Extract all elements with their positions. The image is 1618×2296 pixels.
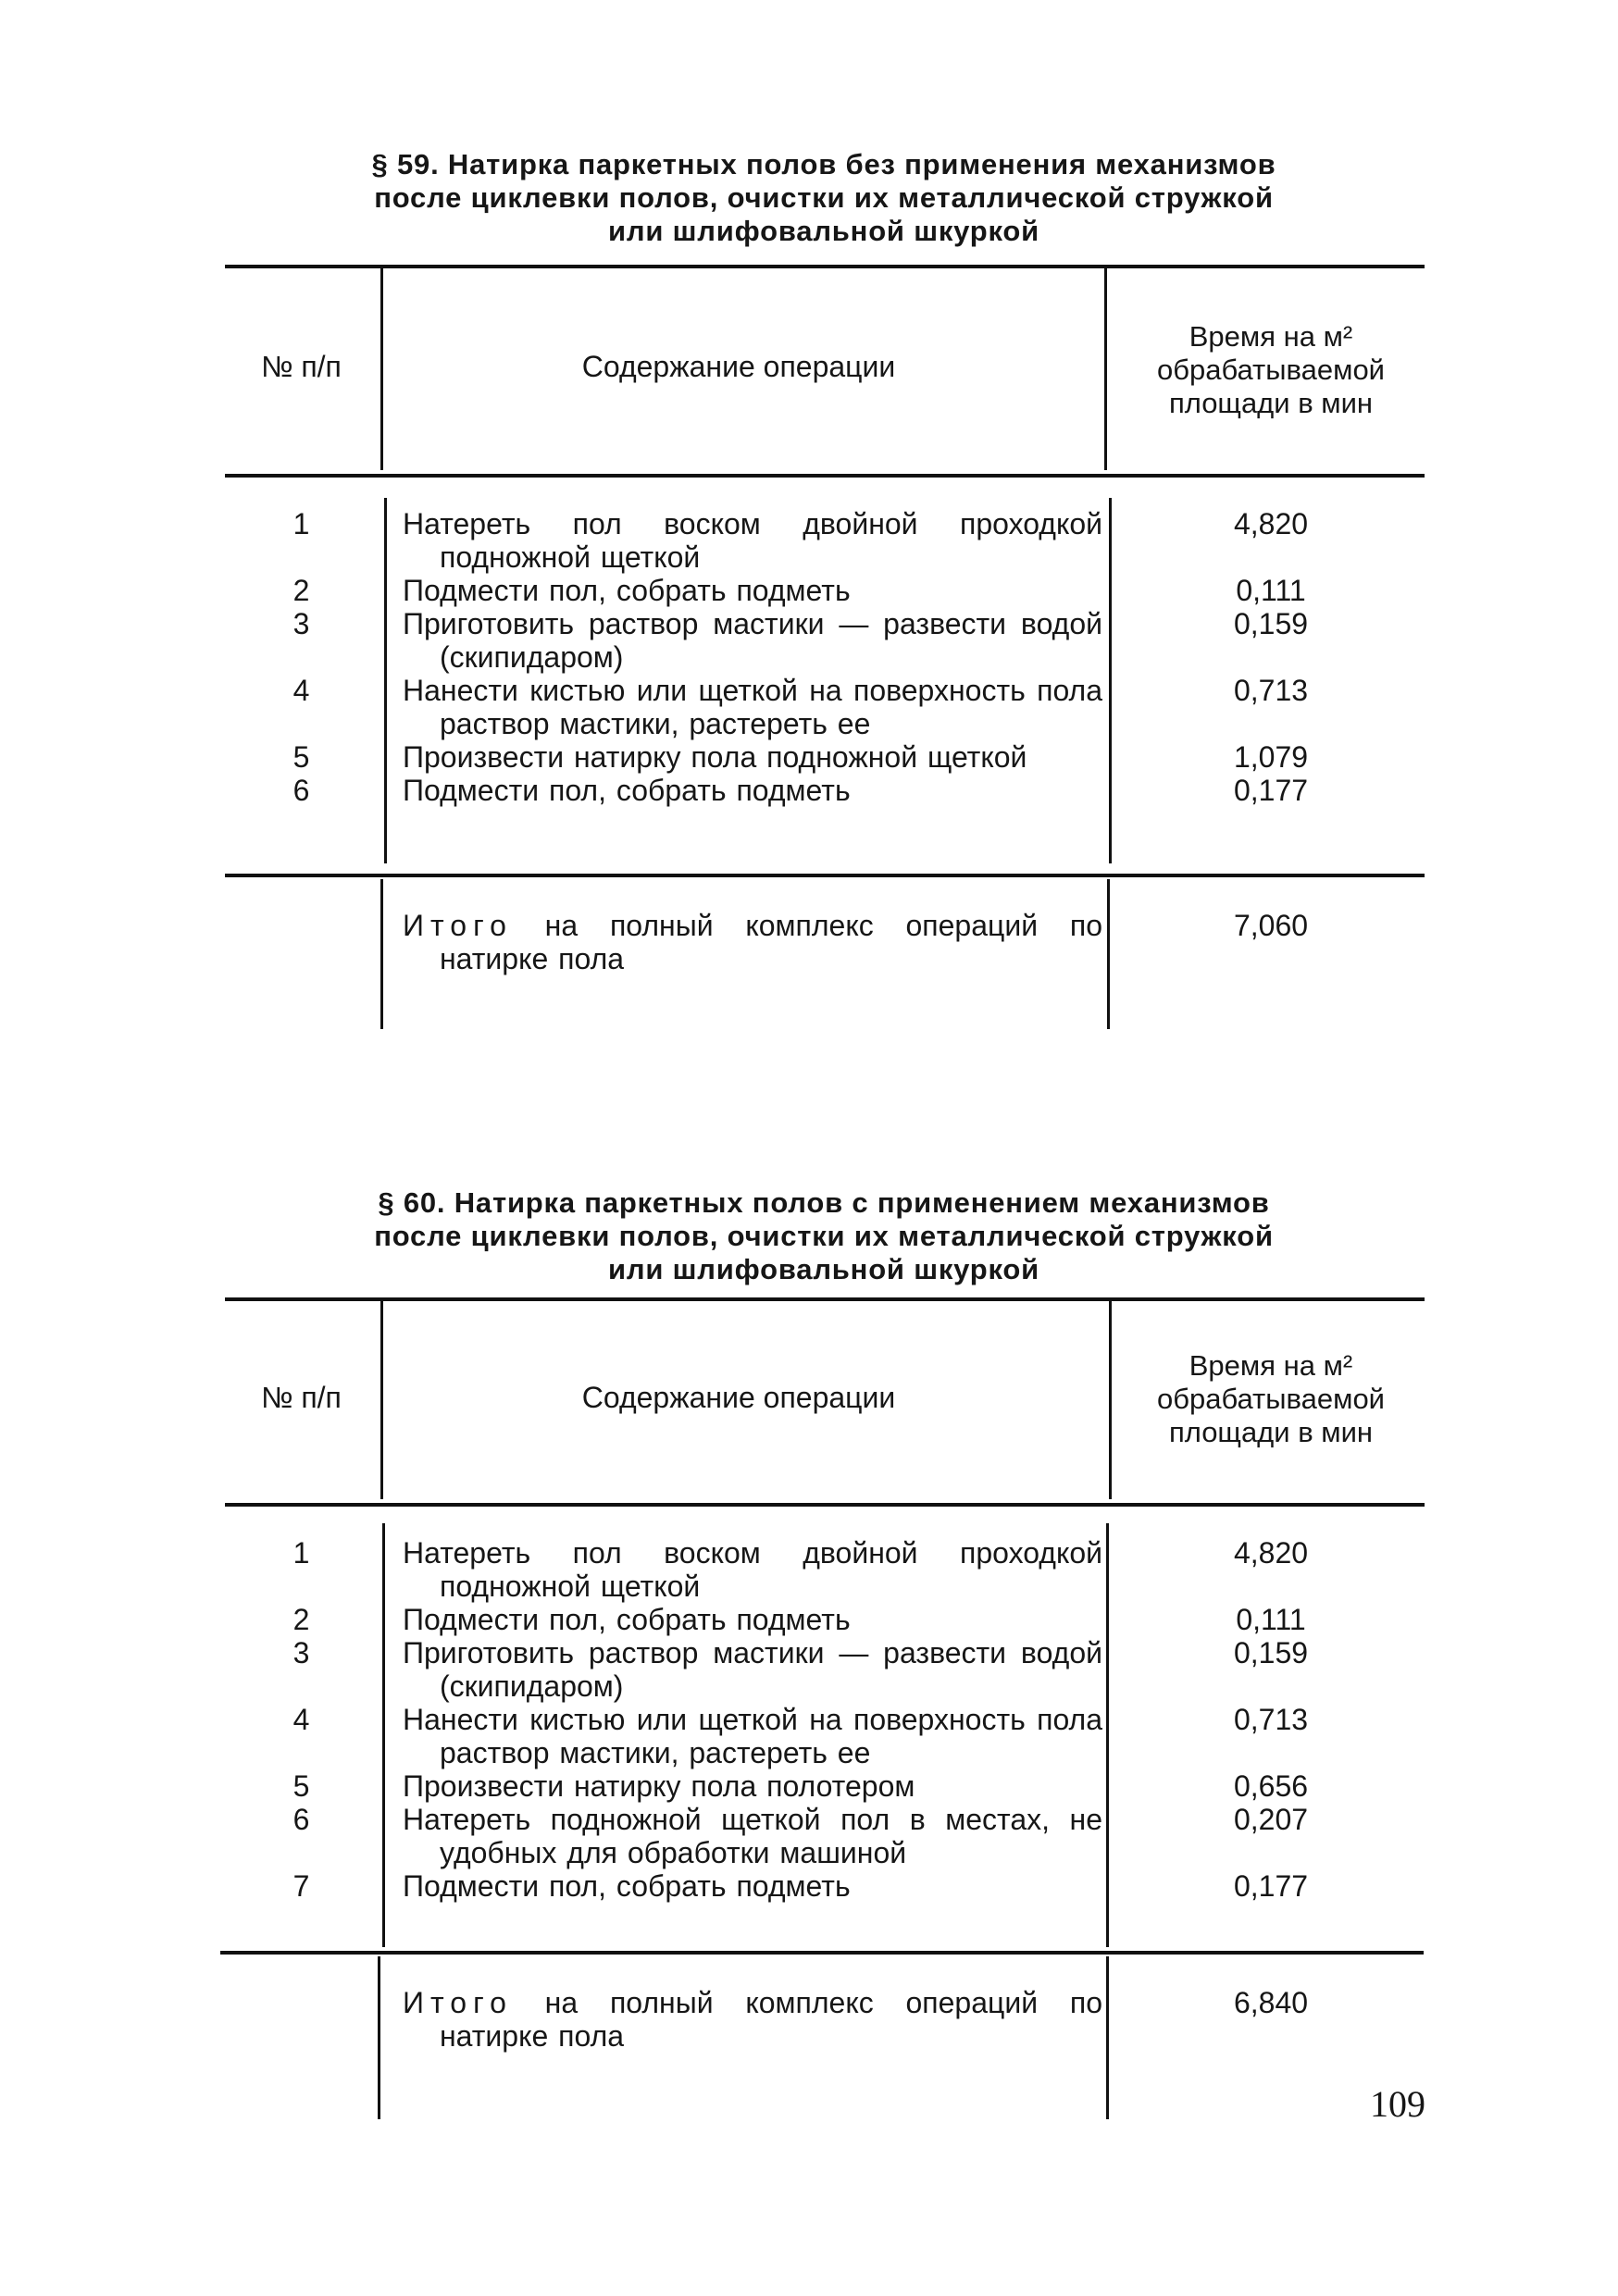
- table-total: [225, 909, 1425, 975]
- total-description: на полный комплекс операций по натирке пола: [440, 909, 1103, 975]
- row-number: 1: [292, 507, 310, 540]
- total-text: [403, 909, 1102, 975]
- table-top-rule: [225, 1297, 1425, 1301]
- row-operation: Подмести пол, собрать подметь: [403, 1869, 851, 1903]
- row-time: 0,177: [1233, 774, 1309, 807]
- header-time-line: площади в мин: [1168, 387, 1374, 419]
- row-time: 1,079: [1233, 740, 1309, 774]
- column-divider: [1104, 267, 1107, 470]
- table-row: [225, 774, 1425, 807]
- total-row: [225, 909, 1425, 975]
- row-operation: Подмести пол, собрать подметь: [403, 574, 851, 607]
- table-row: [225, 1703, 1425, 1769]
- row-time: 0,207: [1233, 1803, 1309, 1836]
- header-bottom-rule: [225, 474, 1425, 478]
- row-operation: Нанести кистью или щеткой на поверхность пола раствор мастики, растереть ее: [403, 1703, 1102, 1769]
- row-operation: Нанести кистью или щеткой на поверхность пола раствор мастики, растереть ее: [403, 674, 1102, 740]
- total-text: [403, 1986, 1102, 2053]
- body-bottom-rule: [220, 1951, 1424, 1955]
- row-number: 5: [292, 740, 310, 774]
- total-label: Итого: [403, 1986, 513, 2019]
- section-59-title: [222, 148, 1425, 248]
- header-time-line: Время на м²: [1189, 1349, 1353, 1382]
- row-operation: Произвести натирку пола полотером: [403, 1769, 915, 1803]
- header-operation: Содержание операции: [581, 1381, 896, 1414]
- row-number: 4: [292, 1703, 310, 1736]
- row-time: 0,656: [1233, 1769, 1309, 1803]
- header-time: [1118, 1349, 1424, 1449]
- body-bottom-rule: [225, 874, 1425, 877]
- table-top-rule: [225, 265, 1425, 268]
- header-time-line: обрабатываемой: [1156, 1383, 1386, 1415]
- header-bottom-rule: [225, 1503, 1425, 1507]
- table-row: [225, 1636, 1425, 1703]
- header-time-line: площади в мин: [1168, 1416, 1374, 1448]
- row-time: 4,820: [1233, 507, 1309, 540]
- table-row: [225, 1603, 1425, 1636]
- row-operation: Натереть пол воском двойной проходкой подножной щеткой: [403, 1536, 1102, 1603]
- row-time: 0,713: [1233, 674, 1309, 707]
- table-row: [225, 1769, 1425, 1803]
- section-60-title: [222, 1186, 1425, 1286]
- row-operation: Подмести пол, собрать подметь: [403, 1603, 851, 1636]
- row-number: 7: [292, 1869, 310, 1903]
- row-operation: Приготовить раствор мастики — развести водой (скипидаром): [403, 1636, 1102, 1703]
- row-time: 0,111: [1236, 1603, 1306, 1636]
- table-row: [225, 507, 1425, 574]
- title-line: после циклевки полов, очистки их металлической стружкой: [374, 181, 1274, 214]
- table-row: [225, 1536, 1425, 1603]
- table-row: [225, 674, 1425, 740]
- table-row: [225, 1803, 1425, 1869]
- row-time: 0,177: [1233, 1869, 1309, 1903]
- row-number: 2: [292, 1603, 310, 1636]
- row-operation: Натереть подножной щеткой пол в местах, не удобных для обработки машиной: [403, 1803, 1102, 1869]
- table-total: [225, 1986, 1425, 2053]
- total-time: 6,840: [1233, 1986, 1309, 2019]
- title-line: § 59. Натирка паркетных полов без применения механизмов: [371, 148, 1276, 180]
- row-number: 5: [292, 1769, 310, 1803]
- table-row: [225, 740, 1425, 774]
- header-time-line: обрабатываемой: [1156, 354, 1386, 386]
- row-time: 0,159: [1233, 607, 1309, 640]
- row-number: 4: [292, 674, 310, 707]
- header-num: № п/п: [261, 350, 342, 383]
- row-number: 6: [292, 774, 310, 807]
- table-row: [225, 1869, 1425, 1903]
- row-operation: Приготовить раствор мастики — развести водой (скипидаром): [403, 607, 1102, 674]
- row-time: 0,159: [1233, 1636, 1309, 1669]
- row-time: 0,111: [1236, 574, 1306, 607]
- table-body: [225, 507, 1425, 807]
- row-time: 4,820: [1233, 1536, 1309, 1570]
- header-operation: Содержание операции: [581, 350, 896, 383]
- header-time-line: Время на м²: [1189, 320, 1353, 353]
- title-line: или шлифовальной шкуркой: [607, 1253, 1040, 1285]
- page-number: 109: [1370, 2083, 1425, 2125]
- table-60: [225, 1297, 1425, 2130]
- title-line: или шлифовальной шкуркой: [607, 215, 1040, 247]
- row-time: 0,713: [1233, 1703, 1309, 1736]
- table-row: [225, 574, 1425, 607]
- total-row: [225, 1986, 1425, 2053]
- table-row: [225, 607, 1425, 674]
- header-num: № п/п: [261, 1381, 342, 1414]
- title-line: после циклевки полов, очистки их металлической стружкой: [374, 1220, 1274, 1252]
- row-number: 2: [292, 574, 310, 607]
- row-operation: Подмести пол, собрать подметь: [403, 774, 851, 807]
- title-line: § 60. Натирка паркетных полов с применением механизмов: [378, 1186, 1270, 1219]
- row-operation: Натереть пол воском двойной проходкой подножной щеткой: [403, 507, 1102, 574]
- header-time: [1118, 320, 1424, 420]
- table-59: [225, 265, 1425, 1033]
- row-number: 1: [292, 1536, 310, 1570]
- row-operation: Произвести натирку пола подножной щеткой: [403, 740, 1027, 774]
- row-number: 3: [292, 607, 310, 640]
- row-number: 6: [292, 1803, 310, 1836]
- row-number: 3: [292, 1636, 310, 1669]
- total-label: Итого: [403, 909, 513, 942]
- column-divider: [1109, 1301, 1112, 1499]
- total-time: 7,060: [1233, 909, 1309, 942]
- total-description: на полный комплекс операций по натирке пола: [440, 1986, 1103, 2053]
- table-body: [225, 1536, 1425, 1903]
